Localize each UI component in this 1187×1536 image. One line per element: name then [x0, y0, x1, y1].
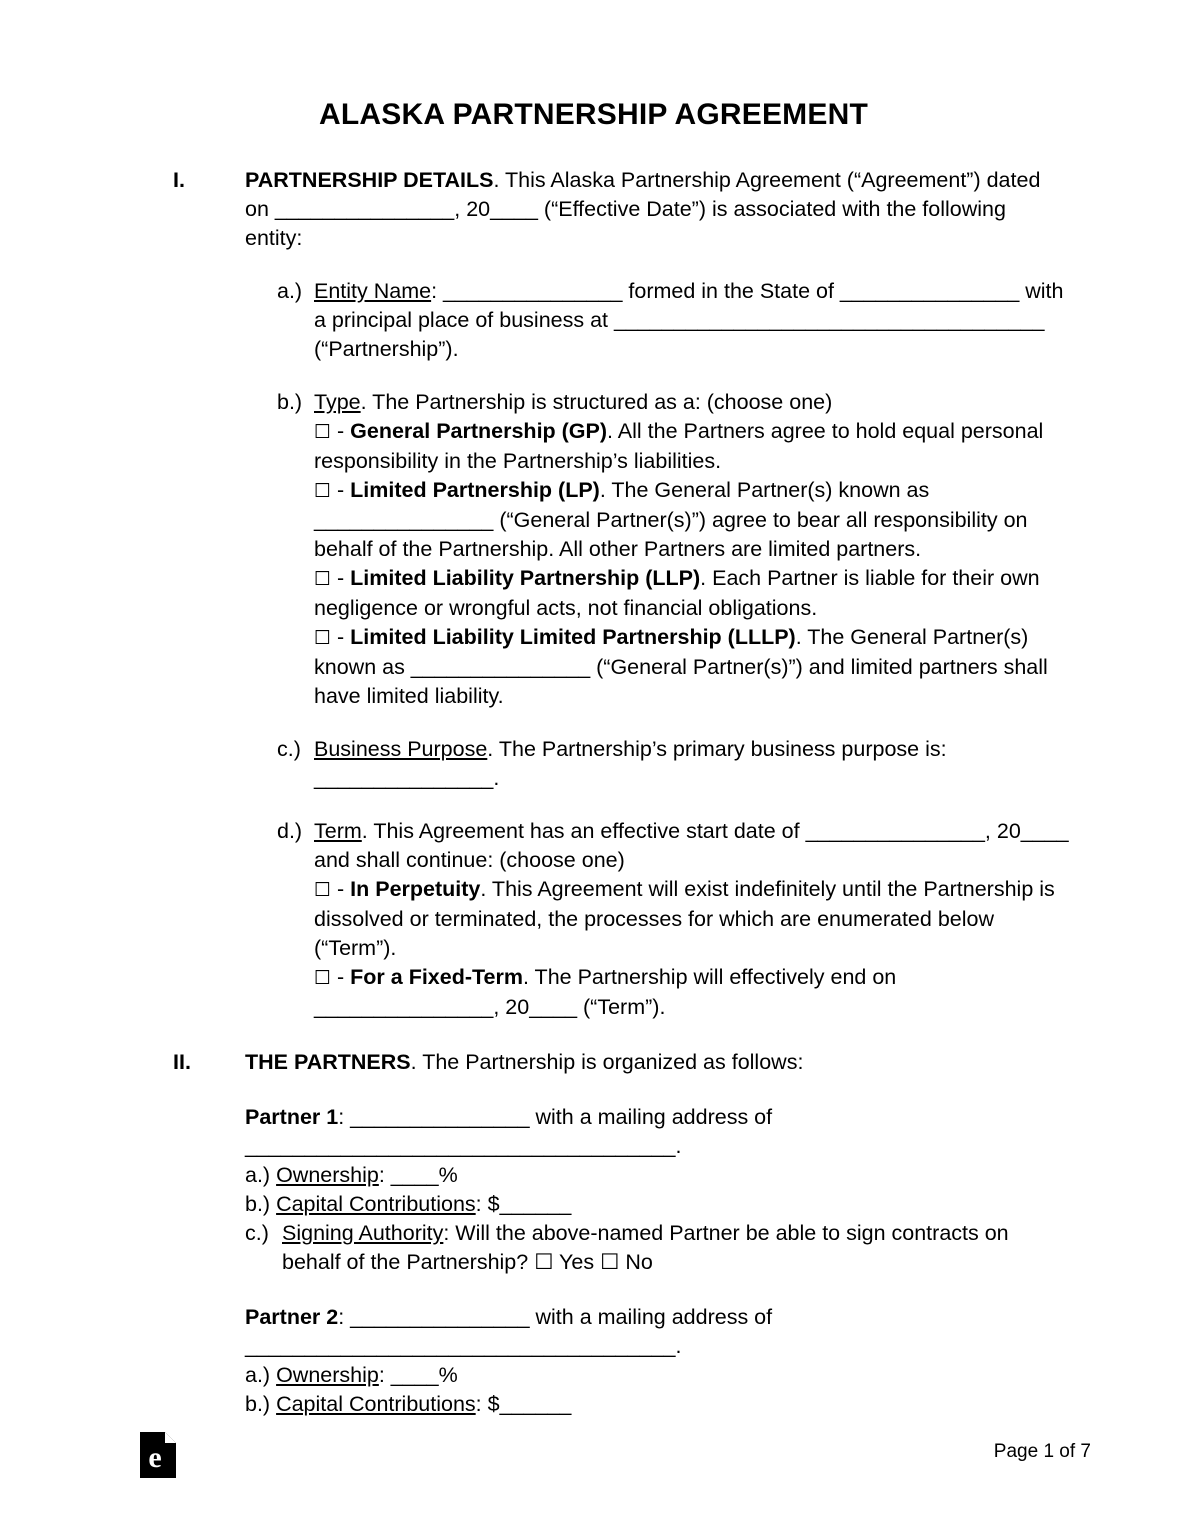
- choice-dash: -: [331, 877, 351, 901]
- partner-entry-1: [245, 1103, 1069, 1277]
- choice-dash: -: [331, 625, 351, 649]
- signing-authority-title: Signing Authority: [282, 1221, 444, 1245]
- section-heading: PARTNERSHIP DETAILS: [245, 168, 494, 192]
- subsection-content: [314, 817, 1069, 1022]
- type-choice-lllp: [314, 623, 1069, 711]
- choice-dash: -: [331, 478, 351, 502]
- subsection-list: [245, 277, 1069, 1022]
- checkbox-fixed-term[interactable]: ☐: [314, 967, 332, 989]
- entity-name-text: : _______________ formed in the State of _______________ with a principal place of business at ____________________________________ (“Partnership”).: [314, 279, 1064, 361]
- choice-dash: -: [331, 965, 351, 989]
- choice-label-llp: Limited Liability Partnership (LLP): [350, 566, 701, 590]
- subsection-label: a.): [277, 279, 303, 303]
- subsection-content: [314, 735, 1069, 793]
- choice-text-fixed-term: . The Partnership will effectively end on _______________, 20____ (“Term”).: [314, 965, 897, 1019]
- choice-label-fixed-term: For a Fixed-Term: [350, 965, 523, 989]
- type-title: Type: [314, 390, 361, 414]
- checkbox-general-partnership[interactable]: ☐: [314, 421, 332, 443]
- partner-2-items: [245, 1361, 1069, 1419]
- partner-1-signing-authority: [245, 1219, 1069, 1277]
- subsection-entity-name: [277, 277, 1069, 364]
- partner-1-ownership: [245, 1161, 1069, 1190]
- subsection-label: b.): [277, 390, 303, 414]
- signing-authority-content: [282, 1219, 1069, 1277]
- capital-title: Capital Contributions: [276, 1192, 476, 1216]
- partner-2-ownership: [245, 1361, 1069, 1390]
- partner-2-label: Partner 2: [245, 1305, 339, 1329]
- item-label: b.): [245, 1392, 271, 1416]
- partner-1-name-line: [245, 1103, 1069, 1161]
- entity-name-title: Entity Name: [314, 279, 432, 303]
- term-choice-fixed: [314, 963, 1069, 1022]
- type-choice-lp: [314, 476, 1069, 564]
- business-purpose-paragraph: [314, 735, 1069, 793]
- page-title: ALASKA PARTNERSHIP AGREEMENT: [319, 98, 868, 131]
- section-body: [245, 166, 1069, 1022]
- choice-text-gp: . All the Partners agree to hold equal personal responsibility in the Partnership’s liabilities.: [314, 419, 1044, 473]
- partner-1-label: Partner 1: [245, 1105, 339, 1129]
- choice-text-in-perpetuity: . This Agreement will exist indefinitely until the Partnership is dissolved or terminated, the processes for which are enumerated below (“Term”).: [314, 877, 1055, 960]
- partner-1-name-blank: : _______________ with a mailing address of ____________________________________.: [245, 1105, 773, 1158]
- type-choice-llp: [314, 564, 1069, 623]
- ownership-text: : ____%: [378, 1363, 458, 1387]
- partners-list: [245, 1103, 1069, 1419]
- choice-label-in-perpetuity: In Perpetuity: [350, 877, 481, 901]
- subsection-content: [314, 277, 1069, 364]
- subsection-business-purpose: [277, 735, 1069, 793]
- ownership-title: Ownership: [276, 1163, 379, 1187]
- capital-title: Capital Contributions: [276, 1392, 476, 1416]
- item-label: c.): [245, 1221, 269, 1245]
- section-body: [245, 1048, 1069, 1419]
- term-paragraph: [314, 817, 1069, 875]
- choice-text-lp: . The General Partner(s) known as _______________ (“General Partner(s)”) agree to bear all responsibility on behalf of the Partnership. All other Partners are limited partners.: [314, 478, 1028, 561]
- eforms-logo-icon: [140, 1432, 176, 1478]
- ownership-title: Ownership: [276, 1363, 379, 1387]
- partner-2-name-blank: : _______________ with a mailing address of ____________________________________.: [245, 1305, 773, 1358]
- subsection-term: [277, 817, 1069, 1022]
- section-intro: [245, 1048, 1069, 1077]
- type-choice-gp: [314, 417, 1069, 476]
- business-purpose-text: . The Partnership’s primary business purpose is: _______________.: [314, 737, 947, 790]
- term-title: Term: [314, 819, 362, 843]
- subsection-label: d.): [277, 819, 303, 843]
- business-purpose-title: Business Purpose: [314, 737, 488, 761]
- item-label: a.): [245, 1163, 271, 1187]
- section-partnership-details: [0, 166, 1187, 1022]
- checkbox-limited-partnership[interactable]: ☐: [314, 480, 332, 502]
- partner-entry-2: [245, 1303, 1069, 1419]
- partner-2-name-line: [245, 1303, 1069, 1361]
- section-intro-text: . The Partnership is organized as follows:: [410, 1050, 804, 1074]
- subsection-type: [277, 388, 1069, 711]
- partner-spacer: [245, 1277, 1069, 1303]
- capital-text: : $______: [475, 1192, 572, 1216]
- subsection-label: c.): [277, 737, 301, 761]
- subsection-content: [314, 388, 1069, 711]
- checkbox-in-perpetuity[interactable]: ☐: [314, 879, 332, 901]
- partner-2-capital: [245, 1390, 1069, 1419]
- page-footer: [0, 1432, 1187, 1490]
- signing-authority-paragraph: [282, 1219, 1069, 1277]
- term-choice-perpetuity: [314, 875, 1069, 963]
- section-intro-text: . This Alaska Partnership Agreement (“Agreement”) dated on _______________, 20____ (“Effective Date”) is associated with the following entity:: [245, 168, 1041, 250]
- type-paragraph: [314, 388, 1069, 417]
- section-intro: [245, 166, 1069, 253]
- capital-text: : $______: [475, 1392, 572, 1416]
- signing-authority-text: : Will the above-named Partner be able to sign contracts on behalf of the Partnership? ☐ Yes ☐ No: [282, 1221, 1009, 1274]
- section-the-partners: [0, 1048, 1187, 1419]
- section-numeral: I.: [173, 168, 185, 192]
- choice-text-llp: . Each Partner is liable for their own negligence or wrongful acts, not financial obligations.: [314, 566, 1040, 620]
- item-label: a.): [245, 1363, 271, 1387]
- section-numeral: II.: [173, 1050, 191, 1074]
- checkbox-limited-liability-partnership[interactable]: ☐: [314, 568, 332, 590]
- choice-dash: -: [331, 419, 351, 443]
- partner-1-items: [245, 1161, 1069, 1277]
- entity-name-paragraph: [314, 277, 1069, 364]
- page-number: Page 1 of 7: [993, 1441, 1091, 1462]
- ownership-text: : ____%: [378, 1163, 458, 1187]
- choice-label-gp: General Partnership (GP): [350, 419, 608, 443]
- logo-letter: e: [148, 1441, 162, 1474]
- type-text: . The Partnership is structured as a: (choose one): [360, 390, 833, 414]
- choice-text-lllp: . The General Partner(s) known as _______________ (“General Partner(s)”) and limited partners shall have limited liability.: [314, 625, 1048, 708]
- choice-dash: -: [331, 566, 351, 590]
- choice-label-lllp: Limited Liability Limited Partnership (LLLP): [350, 625, 796, 649]
- term-text: . This Agreement has an effective start date of _______________, 20____ and shall continue: (choose one): [314, 819, 1069, 872]
- choice-label-lp: Limited Partnership (LP): [350, 478, 600, 502]
- item-label: b.): [245, 1192, 271, 1216]
- checkbox-limited-liability-limited-partnership[interactable]: ☐: [314, 627, 332, 649]
- section-heading: THE PARTNERS: [245, 1050, 411, 1074]
- partner-1-capital: [245, 1190, 1069, 1219]
